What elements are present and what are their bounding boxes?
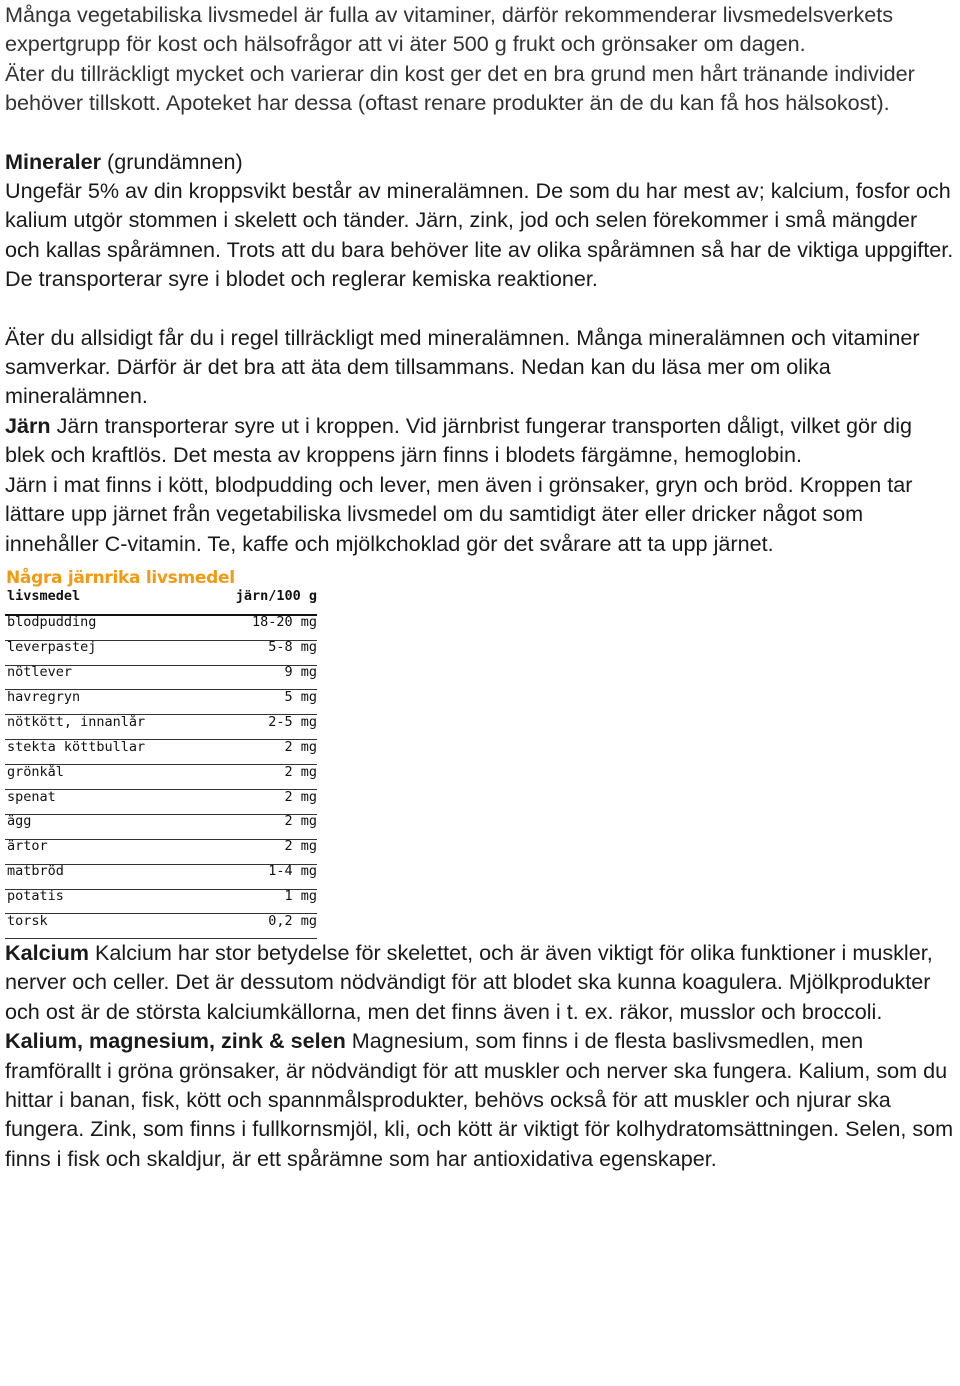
- table-cell-food: nötkött, innanlår: [7, 713, 146, 730]
- table-cell-amount: 1 mg: [284, 888, 317, 905]
- table-cell-amount: 2 mg: [284, 738, 317, 755]
- table-cell-food: grönkål: [7, 763, 64, 780]
- table-cell-food: matbröd: [7, 863, 64, 880]
- table-row: [5, 914, 317, 939]
- table-cell-food: potatis: [7, 888, 64, 905]
- iron-food-paragraph: Järn i mat finns i kött, blodpudding och lever, men även i grönsaker, gryn och bröd. Kroppen tar lättare upp järnet från vegetabiliska livsmedel om du samtidigt äter eller dricker något som innehåller C-vitamin. Te, kaffe och mjölkchoklad gör det svårare att ta upp järnet.: [5, 471, 913, 556]
- iron-term: Järn: [5, 412, 51, 438]
- table-cell-amount: 2 mg: [284, 838, 317, 855]
- table-cell-food: ägg: [7, 813, 32, 830]
- table-row: [5, 815, 317, 840]
- kalium-term: Kalium, magnesium, zink & selen: [5, 1028, 346, 1054]
- spacer: [5, 118, 957, 147]
- table-cell-food: leverpastej: [7, 639, 97, 656]
- iron-table-title: Några järnrika livsmedel: [6, 567, 235, 588]
- iron-description: Järn transporterar syre ut i kroppen. Vid järnbrist fungerar transporten dåligt, vilket gör dig blek och kraftlös. Det mesta av kroppens järn finns i blodets färgämne, hemoglobin.: [5, 412, 913, 468]
- table-cell-food: ärtor: [7, 838, 48, 855]
- intro-paragraph-supplements: Äter du tillräckligt mycket och varierar din kost ger det en bra grund men hårt tränande individer behöver tillskott. Apoteket har dessa (oftast renare produkter än de du kan få hos hälsokost).: [5, 60, 915, 116]
- table-row: [5, 790, 317, 815]
- iron-table-header-food: livsmedel: [7, 588, 81, 605]
- minerals-paragraph-intro: Ungefär 5% av din kroppsvikt består av mineralämnen. De som du har mest av; kalcium, fosfor och kalium utgör stommen i skelett och tänder. Järn, zink, jod och selen förekommer i små mängder och kallas spårämnen. Trots att du bara behöver lite av olika spårämnen så har de viktiga uppgifter. De transporterar syre i blodet och reglerar kemiska reaktioner.: [5, 178, 954, 292]
- spacer: [5, 294, 957, 323]
- intro-paragraph-vegetables: Många vegetabiliska livsmedel är fulla av vitaminer, därför rekommenderar livsmedelsverkets expertgrupp för kost och hälsofrågor att vi äter 500 g frukt och grönsaker om dagen.: [5, 2, 894, 57]
- table-cell-food: nötlever: [7, 664, 73, 681]
- table-cell-amount: 1-4 mg: [268, 863, 317, 880]
- document-page: [5, 0, 957, 1173]
- calcium-paragraph: [5, 938, 957, 1026]
- table-cell-food: spenat: [7, 788, 56, 805]
- minerals-paragraph-diet: Äter du allsidigt får du i regel tillräckligt med mineralämnen. Många mineralämnen och vitaminer samverkar. Därför är det bra att äta dem tillsammans. Nedan kan du läsa mer om olika mineralämnen.: [5, 324, 920, 409]
- table-cell-amount: 5-8 mg: [268, 639, 317, 656]
- minerals-heading: [5, 147, 957, 176]
- iron-rich-foods-figure: [5, 564, 335, 932]
- table-cell-amount: 9 mg: [284, 664, 317, 681]
- table-cell-amount: 2 mg: [284, 813, 317, 830]
- table-cell-food: havregryn: [7, 688, 81, 705]
- kalium-paragraph: [5, 1026, 957, 1173]
- iron-table-header-amount: järn/100 g: [235, 588, 317, 605]
- iron-paragraph: [5, 411, 957, 470]
- table-cell-food: torsk: [7, 912, 48, 929]
- calcium-description: Kalcium har stor betydelse för skelettet, och är även viktigt för olika funktioner i muskler, nerver och celler. Det är dessutom nödvändigt för att blodet ska kunna koagulera. Mjölkprodukter och ost är de största kalciumkällorna, men det finns även i t. ex. räkor, musslor och broccoli.: [5, 939, 933, 1024]
- calcium-term: Kalcium: [5, 939, 90, 965]
- iron-rich-foods-table: [5, 590, 317, 939]
- table-cell-amount: 2 mg: [284, 788, 317, 805]
- minerals-heading-bold: Mineraler: [5, 148, 102, 174]
- minerals-heading-rest: (grundämnen): [101, 148, 243, 174]
- table-cell-amount: 2-5 mg: [268, 713, 317, 730]
- table-cell-amount: 0,2 mg: [268, 912, 317, 929]
- table-cell-food: blodpudding: [7, 614, 97, 631]
- kalium-description: Magnesium, som finns i de flesta baslivsmedlen, men framförallt i gröna grönsaker, är nödvändigt för att muskler och nerver ska fungera. Kalium, som du hittar i banan, fisk, kött och spannmålsprodukter, behövs också för att muskler och njurar ska fungera. Zink, som finns i fullkornsmjöl, kli, och kött är viktigt för kolhydratomsättningen. Selen, som finns i fisk och skaldjur, är ett spårämne som har antioxidativa egenskaper.: [5, 1028, 954, 1171]
- table-cell-amount: 5 mg: [284, 688, 317, 705]
- table-cell-amount: 2 mg: [284, 763, 317, 780]
- table-cell-amount: 18-20 mg: [251, 614, 317, 631]
- table-cell-food: stekta köttbullar: [7, 738, 146, 755]
